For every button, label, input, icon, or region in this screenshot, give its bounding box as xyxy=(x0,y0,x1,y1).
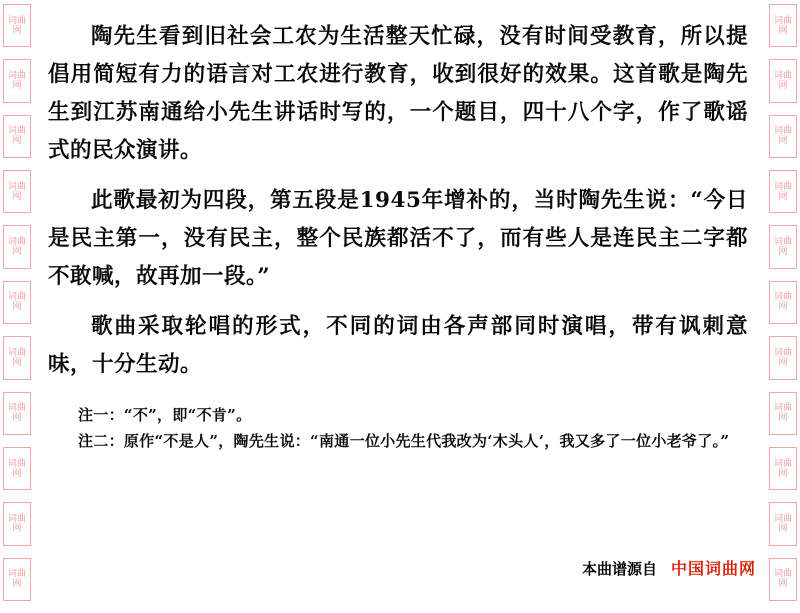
watermark-line-1: 词曲 xyxy=(773,403,792,414)
watermark-stamp xyxy=(3,502,31,545)
watermark-line-2: 网 xyxy=(12,136,22,147)
document-body xyxy=(48,18,748,454)
watermark-stamp xyxy=(769,170,797,213)
watermark-stamp xyxy=(769,59,797,102)
watermark-line-2: 网 xyxy=(778,468,788,479)
watermark-column-right xyxy=(766,0,800,613)
watermark-line-1: 词曲 xyxy=(773,458,792,469)
watermark-line-1: 词曲 xyxy=(773,347,792,358)
notes-spacer xyxy=(48,386,748,402)
watermark-line-2: 网 xyxy=(12,81,22,92)
watermark-line-1: 词曲 xyxy=(7,569,26,580)
watermark-line-2: 网 xyxy=(778,413,788,424)
watermark-stamp xyxy=(769,281,797,324)
watermark-stamp xyxy=(3,170,31,213)
watermark-line-1: 词曲 xyxy=(773,513,792,524)
watermark-line-2: 网 xyxy=(12,302,22,313)
watermark-line-1: 词曲 xyxy=(773,126,792,137)
note-2: 注二：原作“不是人”，陶先生说：“南通一位小先生代我改为‘木头人’，我又多了一位小老爷了。” xyxy=(78,432,730,450)
source-label: 本曲谱源自 xyxy=(581,560,657,578)
watermark-line-1: 词曲 xyxy=(7,458,26,469)
watermark-stamp xyxy=(769,225,797,268)
watermark-line-2: 网 xyxy=(12,357,22,368)
watermark-stamp xyxy=(3,59,31,102)
watermark-line-1: 词曲 xyxy=(7,237,26,248)
watermark-stamp xyxy=(3,281,31,324)
paragraph-2: 此歌最初为四段，第五段是1945年增补的，当时陶先生说：“今日是民主第一，没有民主，整个民族都活不了，而有些人是连民主二字都不敢喊，故再加一段。” xyxy=(48,188,748,289)
watermark-line-1: 词曲 xyxy=(7,71,26,82)
watermark-line-2: 网 xyxy=(778,357,788,368)
watermark-line-2: 网 xyxy=(12,579,22,590)
watermark-line-2: 网 xyxy=(778,523,788,534)
watermark-line-1: 词曲 xyxy=(773,237,792,248)
watermark-line-2: 网 xyxy=(12,468,22,479)
watermark-line-1: 词曲 xyxy=(7,513,26,524)
watermark-line-1: 词曲 xyxy=(7,126,26,137)
watermark-stamp xyxy=(3,558,31,601)
watermark-line-1: 词曲 xyxy=(7,347,26,358)
watermark-stamp xyxy=(769,558,797,601)
paragraph-spacer xyxy=(48,172,748,182)
watermark-stamp xyxy=(769,4,797,47)
watermark-line-2: 网 xyxy=(12,413,22,424)
watermark-line-2: 网 xyxy=(778,81,788,92)
watermark-line-2: 网 xyxy=(12,523,22,534)
watermark-stamp xyxy=(3,225,31,268)
note-1: 注一：“不”，即“不肯”。 xyxy=(78,406,252,424)
paragraph-3: 歌曲采取轮唱的形式，不同的词由各声部同时演唱，带有讽刺意味，十分生动。 xyxy=(48,314,748,377)
watermark-stamp xyxy=(769,447,797,490)
watermark-line-2: 网 xyxy=(12,25,22,36)
watermark-line-2: 网 xyxy=(778,579,788,590)
watermark-stamp xyxy=(769,392,797,435)
watermark-stamp xyxy=(769,115,797,158)
watermark-stamp xyxy=(3,4,31,47)
watermark-line-2: 网 xyxy=(778,191,788,202)
source-site-link[interactable]: 中国词曲网 xyxy=(670,559,756,578)
watermark-stamp xyxy=(3,392,31,435)
watermark-stamp xyxy=(769,502,797,545)
watermark-line-2: 网 xyxy=(12,247,22,258)
watermark-line-1: 词曲 xyxy=(773,71,792,82)
watermark-line-1: 词曲 xyxy=(773,181,792,192)
watermark-stamp xyxy=(3,336,31,379)
watermark-stamp xyxy=(3,115,31,158)
watermark-line-1: 词曲 xyxy=(773,15,792,26)
watermark-line-1: 词曲 xyxy=(773,569,792,580)
source-footer xyxy=(582,556,756,579)
watermark-line-1: 词曲 xyxy=(7,292,26,303)
watermark-line-2: 网 xyxy=(778,302,788,313)
watermark-line-1: 词曲 xyxy=(7,403,26,414)
paragraph-spacer xyxy=(48,298,748,308)
watermark-line-2: 网 xyxy=(12,191,22,202)
watermark-stamp xyxy=(3,447,31,490)
paragraph-1: 陶先生看到旧社会工农为生活整天忙碌，没有时间受教育，所以提倡用简短有力的语言对工农进行教育，收到很好的效果。这首歌是陶先生到江苏南通给小先生讲话时写的，一个题目，四十八个字，作了歌谣式的民众演讲。 xyxy=(48,24,748,163)
watermark-line-2: 网 xyxy=(778,247,788,258)
watermark-line-2: 网 xyxy=(778,136,788,147)
watermark-line-1: 词曲 xyxy=(7,15,26,26)
watermark-line-2: 网 xyxy=(778,25,788,36)
watermark-line-1: 词曲 xyxy=(773,292,792,303)
watermark-column-left xyxy=(0,0,34,613)
watermark-stamp xyxy=(769,336,797,379)
watermark-line-1: 词曲 xyxy=(7,181,26,192)
